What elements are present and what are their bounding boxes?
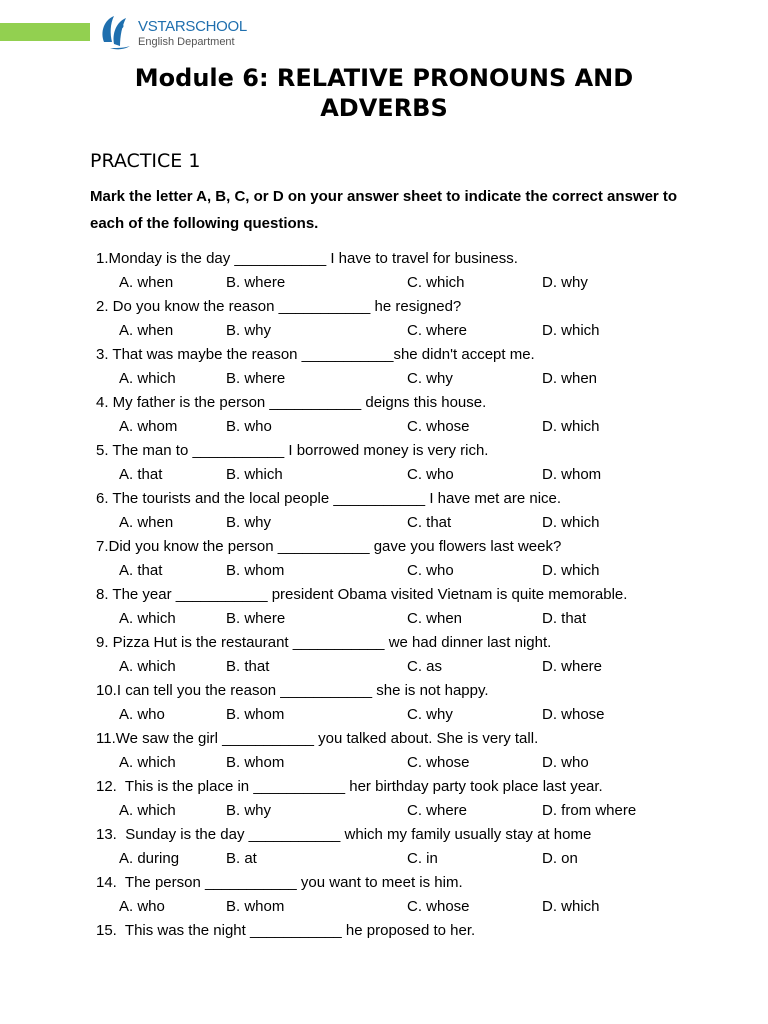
question-text: The person ___________ you want to meet is him. [116,874,463,891]
answer-option-c[interactable]: C. which [407,274,465,291]
question-stem [96,442,488,459]
answer-option-a[interactable]: A. when [119,322,174,339]
answer-option-b[interactable]: B. where [226,274,286,291]
question-stem [96,682,489,699]
question-text: That was maybe the reason ___________she didn't accept me. [108,346,535,363]
answer-option-a[interactable]: A. which [119,754,176,771]
question-number: 2. [96,298,109,315]
answer-option-a[interactable]: A. whom [119,418,178,435]
answer-option-c[interactable]: C. who [407,466,454,483]
question-item [96,823,696,871]
answer-option-d[interactable]: D. whom [542,466,602,483]
answer-option-b[interactable]: B. why [226,514,272,531]
answer-option-d[interactable]: D. that [542,610,587,627]
question-item [96,583,696,631]
answer-option-c[interactable]: C. whose [407,898,470,915]
question-stem [96,298,461,315]
question-number: 3. [96,346,109,363]
header-accent-bar [0,23,90,41]
question-stem [96,778,603,795]
question-text: Did you know the person ___________ gave you flowers last week? [108,538,562,555]
leaf-emblem-icon [102,16,130,49]
answer-option-c[interactable]: C. in [407,850,438,867]
answer-option-a[interactable]: A. during [119,850,180,867]
answer-option-b[interactable]: B. whom [226,562,285,579]
answer-option-c[interactable]: C. when [407,610,463,627]
question-number: 11. [96,730,116,747]
answer-option-a[interactable]: A. that [119,466,163,483]
question-text: Pizza Hut is the restaurant ___________ we had dinner last night. [108,634,552,651]
answer-option-b[interactable]: B. whom [226,754,285,771]
question-number: 10. [96,682,117,699]
svg-text:VSTARSCHOOL: VSTARSCHOOL [138,18,247,35]
question-item [96,247,696,295]
answer-option-d[interactable]: D. which [542,562,600,579]
answer-option-a[interactable]: A. that [119,562,163,579]
answer-option-b[interactable]: B. why [226,802,272,819]
question-item [96,439,696,487]
question-item [96,871,696,919]
question-number: 1. [96,250,109,267]
answer-option-b[interactable]: B. who [226,418,272,435]
question-item [96,631,696,679]
answer-option-d[interactable]: D. which [542,514,600,531]
question-stem [96,586,627,603]
question-text: My father is the person ___________ deigns this house. [108,394,487,411]
answer-option-b[interactable]: B. why [226,322,272,339]
question-text: I can tell you the reason ___________ she is not happy. [116,682,489,699]
answer-option-a[interactable]: A. who [119,898,165,915]
question-item [96,679,696,727]
answer-option-a[interactable]: A. which [119,370,176,387]
answer-option-c[interactable]: C. where [407,322,468,339]
answer-option-d[interactable]: D. on [542,850,578,867]
question-stem [96,826,591,843]
question-item [96,775,696,823]
question-text: Sunday is the day ___________ which my family usually stay at home [116,826,592,843]
page-title: Module 6: RELATIVE PRONOUNS AND ADVERBS [134,64,634,122]
question-text: The tourists and the local people ___________ I have met are nice. [108,490,562,507]
answer-option-c[interactable]: C. as [407,658,443,675]
answer-option-a[interactable]: A. which [119,802,176,819]
question-number: 4. [96,394,109,411]
school-logo [98,12,258,54]
answer-option-c[interactable]: C. whose [407,754,470,771]
question-number: 5. [96,442,109,459]
question-number: 14. [96,874,117,891]
answer-option-a[interactable]: A. when [119,514,174,531]
answer-option-d[interactable]: D. whose [542,706,605,723]
answer-option-c[interactable]: C. why [407,706,453,723]
question-text: This is the place in ___________ her birthday party took place last year. [116,778,603,795]
question-number: 13. [96,826,117,843]
question-number: 6. [96,490,109,507]
question-stem [96,394,486,411]
question-text: Do you know the reason ___________ he resigned? [108,298,462,315]
answer-option-d[interactable]: D. from where [542,802,637,819]
answer-option-d[interactable]: D. when [542,370,598,387]
instructions-text: Mark the letter A, B, C, or D on your answer sheet to indicate the correct answer to each of the following questions. [90,188,678,232]
answer-option-a[interactable]: A. which [119,658,176,675]
question-item [96,919,696,967]
question-item [96,487,696,535]
answer-option-b[interactable]: B. where [226,370,286,387]
question-stem [96,490,561,507]
answer-option-d[interactable]: D. why [542,274,588,291]
question-item [96,295,696,343]
question-text: We saw the girl ___________ you talked about. She is very tall. [115,730,539,747]
answer-option-d[interactable]: D. which [542,418,600,435]
question-text: Monday is the day ___________ I have to travel for business. [108,250,518,267]
answer-option-c[interactable]: C. that [407,514,452,531]
question-stem [96,874,463,891]
answer-option-b[interactable]: B. at [226,850,257,867]
question-stem [96,922,475,939]
answer-option-a[interactable]: A. who [119,706,165,723]
answer-option-c[interactable]: C. why [407,370,453,387]
answer-option-a[interactable]: A. when [119,274,174,291]
question-number: 8. [96,586,109,603]
question-text: The man to ___________ I borrowed money is very rich. [108,442,489,459]
answer-option-b[interactable]: B. where [226,610,286,627]
answer-option-b[interactable]: B. that [226,658,270,675]
question-text: The year ___________ president Obama visited Vietnam is quite memorable. [108,586,628,603]
answer-option-c[interactable]: C. where [407,802,468,819]
question-number: 7. [96,538,109,555]
answer-option-c[interactable]: C. whose [407,418,470,435]
answer-option-d[interactable]: D. which [542,322,600,339]
question-item [96,391,696,439]
answer-option-b[interactable]: B. whom [226,898,285,915]
practice-heading: PRACTICE 1 [90,150,201,172]
question-stem [96,730,538,747]
answer-option-d[interactable]: D. who [542,754,589,771]
answer-option-d[interactable]: D. where [542,658,603,675]
question-stem [96,250,518,267]
question-item [96,535,696,583]
question-stem [96,346,535,363]
answer-option-c[interactable]: C. who [407,562,454,579]
svg-text:English Department: English Department [138,36,235,48]
question-number: 12. [96,778,117,795]
question-number: 15. [96,922,117,939]
answer-option-b[interactable]: B. whom [226,706,285,723]
answer-option-d[interactable]: D. which [542,898,600,915]
question-text: This was the night ___________ he proposed to her. [116,922,476,939]
question-list [96,247,696,967]
question-number: 9. [96,634,109,651]
answer-option-b[interactable]: B. which [226,466,283,483]
question-stem [96,538,561,555]
question-stem [96,634,551,651]
question-item [96,727,696,775]
answer-option-a[interactable]: A. which [119,610,176,627]
question-item [96,343,696,391]
